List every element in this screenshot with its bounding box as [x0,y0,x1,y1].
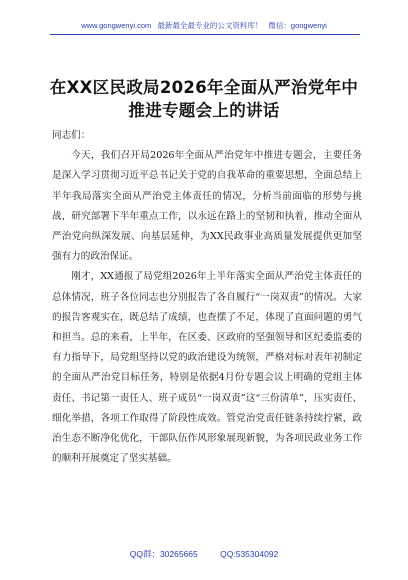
title-line-1: 在XX区民政局2026年全面从严治党年中 [49,78,359,97]
title-line-2: 推进专题会上的讲话 [128,101,280,120]
header-divider [50,34,360,35]
document-body [52,126,362,469]
paragraph-1: 今天，我们召开局2026年全面从严治党年中推进专题会，主要任务是深入学习贯彻习近平总书记关于党的自我革命的重要思想，全面总结上半年我局落实全面从严治党主体责任的情况，分析当前面临的形势与挑战，研究部署下半年重点工作，以永远在路上的坚韧和执着，推动全面从严治党向纵深发展、向基层延伸，为XX民政事业高质量发展提供更加坚强有力的政治保证。 [52,150,362,263]
wechat-id: 微信：gongwenyi [268,21,327,30]
site-url[interactable]: www.gongwenyi.com [81,21,152,30]
paragraph-2: 刚才，XX通报了局党组2026年上半年落实全面从严治党主体责任的总体情况，班子各位同志也分别报告了各自履行“一岗双责”的情况。大家的报告客观实在，既总结了成绩，也查摆了不足，体现了直面问题的勇气和担当。总的来看，上半年，在区委、区政府的坚强领导和区纪委监委的有力指导下，局党组坚持以党的政治建设为统领，严格对标对表年初制定的全面从严治党目标任务，特别是依据4月份专题会议上明确的党组主体责任、书记第一责任人、班子成员“一岗双责”这“三份清单”，压实责任、细化举措，各项工作取得了阶段性成效。管党治党责任链条持续拧紧，政治生态不断净化优化，干部队伍作风形象展现新貌，为各项民政业务工作的顺利开展奠定了坚实基础。 [52,271,362,465]
salutation: 同志们： [52,130,91,141]
qq-group: QQ群：30265665 [129,549,198,559]
page-footer [0,548,408,560]
document-title [20,76,388,122]
site-header [0,20,408,31]
qq-contact: QQ:535304092 [220,549,279,559]
site-slogan: 最新最全最专业的公文资料库！ [157,21,263,30]
